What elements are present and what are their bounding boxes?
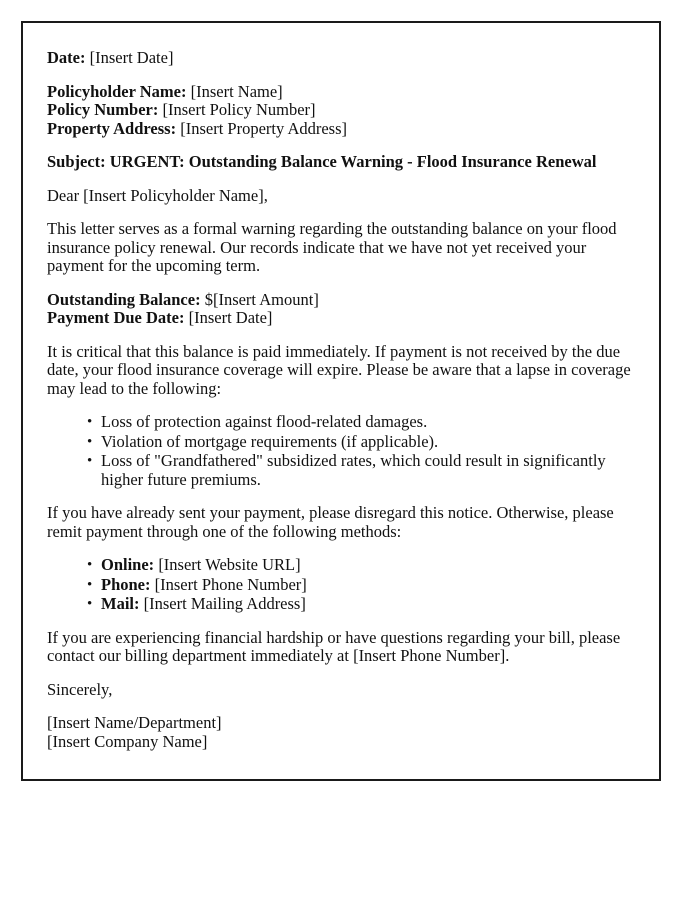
- payment-method-value: [Insert Website URL]: [158, 555, 301, 574]
- date-value: [Insert Date]: [89, 48, 174, 67]
- date-block: [47, 49, 635, 68]
- property-address-value: [Insert Property Address]: [180, 118, 348, 138]
- payment-method-label: Phone:: [101, 574, 151, 594]
- closing: Sincerely,: [47, 679, 113, 699]
- policyholder-name-label: Policyholder Name:: [47, 81, 187, 101]
- list-item: • Loss of "Grandfathered" subsidized rates, which could result in significantly higher future premiums.: [87, 452, 635, 489]
- remit-paragraph: If you have already sent your payment, please disregard this notice. Otherwise, please remit payment through one of the following methods:: [47, 503, 614, 541]
- list-item: • Loss of protection against flood-related damages.: [87, 413, 635, 432]
- signature-block: [47, 714, 635, 751]
- signature-company-name: [Insert Company Name]: [47, 731, 208, 751]
- outstanding-balance-line: [47, 291, 635, 310]
- policy-number-label: Policy Number:: [47, 100, 159, 119]
- policyholder-name-value: [Insert Name]: [190, 81, 283, 101]
- hardship-paragraph: If you are experiencing financial hardship or have questions regarding your bill, please contact our billing department immediately at [Insert Phone Number].: [47, 627, 621, 665]
- payment-method-value: [Insert Phone Number]: [154, 574, 307, 594]
- consequences-list: [47, 413, 635, 489]
- payment-methods-list: [47, 556, 635, 614]
- letter-border-frame: [21, 21, 661, 781]
- intro-paragraph: This letter serves as a formal warning regarding the outstanding balance on your flood insurance policy renewal. Our records indicate that we have not yet received your payment for the upcoming term.: [47, 219, 617, 275]
- policy-number-line: [47, 101, 635, 120]
- list-item: [87, 576, 635, 595]
- property-address-line: [47, 120, 635, 139]
- outstanding-balance-value: $[Insert Amount]: [204, 289, 319, 309]
- list-item: • Violation of mortgage requirements (if applicable).: [87, 433, 635, 452]
- policy-number-value: [Insert Policy Number]: [162, 100, 316, 119]
- policy-details-block: [47, 83, 635, 139]
- subject-block: [47, 153, 635, 172]
- payment-due-date-line: [47, 309, 635, 328]
- outstanding-balance-label: Outstanding Balance:: [47, 289, 201, 309]
- list-item: [87, 556, 635, 575]
- letter-content: [23, 23, 659, 751]
- payment-method-label: Mail:: [101, 594, 140, 613]
- date-label: Date:: [47, 48, 86, 67]
- critical-paragraph: It is critical that this balance is paid immediately. If payment is not received by the due date, your flood insurance coverage will expire. Please be aware that a lapse in coverage may lead to the following:: [47, 341, 631, 398]
- payment-due-date-value: [Insert Date]: [188, 308, 273, 327]
- payment-method-label: Online:: [101, 555, 155, 574]
- property-address-label: Property Address:: [47, 118, 177, 138]
- subject-line: Subject: URGENT: Outstanding Balance Warning - Flood Insurance Renewal: [47, 152, 597, 171]
- date-line: [47, 49, 635, 68]
- policyholder-name-line: [47, 83, 635, 102]
- signature-name-department: [Insert Name/Department]: [47, 713, 222, 732]
- payment-due-date-label: Payment Due Date:: [47, 308, 185, 327]
- list-item: [87, 595, 635, 614]
- payment-method-value: [Insert Mailing Address]: [143, 594, 306, 613]
- salutation: Dear [Insert Policyholder Name],: [47, 185, 268, 205]
- balance-block: [47, 291, 635, 328]
